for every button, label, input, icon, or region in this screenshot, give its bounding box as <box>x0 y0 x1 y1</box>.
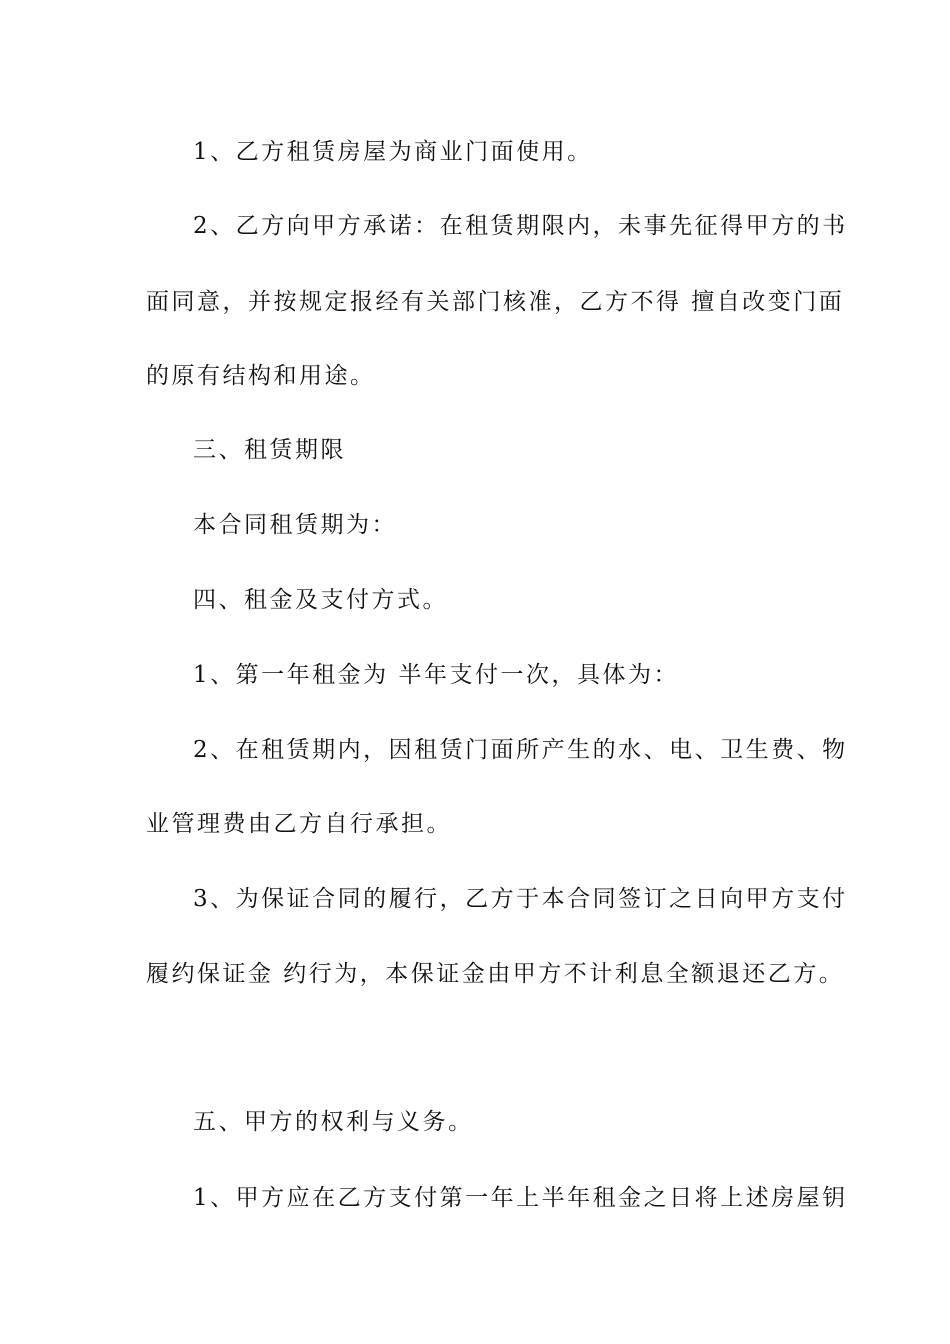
paragraph-line: 1、甲方应在乙方支付第一年上半年租金之日将上述房屋钥 <box>193 1185 848 1211</box>
section-heading: 三、租赁期限 <box>193 437 346 463</box>
paragraph-line: 2、乙方向甲方承诺：在租赁期限内，未事先征得甲方的书 <box>193 213 848 239</box>
paragraph-line: 本合同租赁期为： <box>193 512 397 538</box>
section-heading: 四、租金及支付方式。 <box>193 587 448 613</box>
paragraph-line: 1、第一年租金为 半年支付一次，具体为： <box>193 662 679 688</box>
paragraph-line: 的原有结构和用途。 <box>146 363 376 389</box>
paragraph-line: 2、在租赁期内，因租赁门面所产生的水、电、卫生费、物 <box>193 737 848 763</box>
paragraph-line: 业管理费由乙方自行承担。 <box>146 811 452 837</box>
paragraph-line: 1、乙方租赁房屋为商业门面使用。 <box>193 139 593 165</box>
section-heading: 五、甲方的权利与义务。 <box>193 1109 474 1135</box>
paragraph-line: 履约保证金 约行为，本保证金由甲方不计利息全额退还乙方。 <box>146 961 845 987</box>
paragraph-line: 3、为保证合同的履行，乙方于本合同签订之日向甲方支付 <box>193 886 848 912</box>
paragraph-line: 面同意，并按规定报经有关部门核准，乙方不得 擅自改变门面 <box>146 289 845 315</box>
